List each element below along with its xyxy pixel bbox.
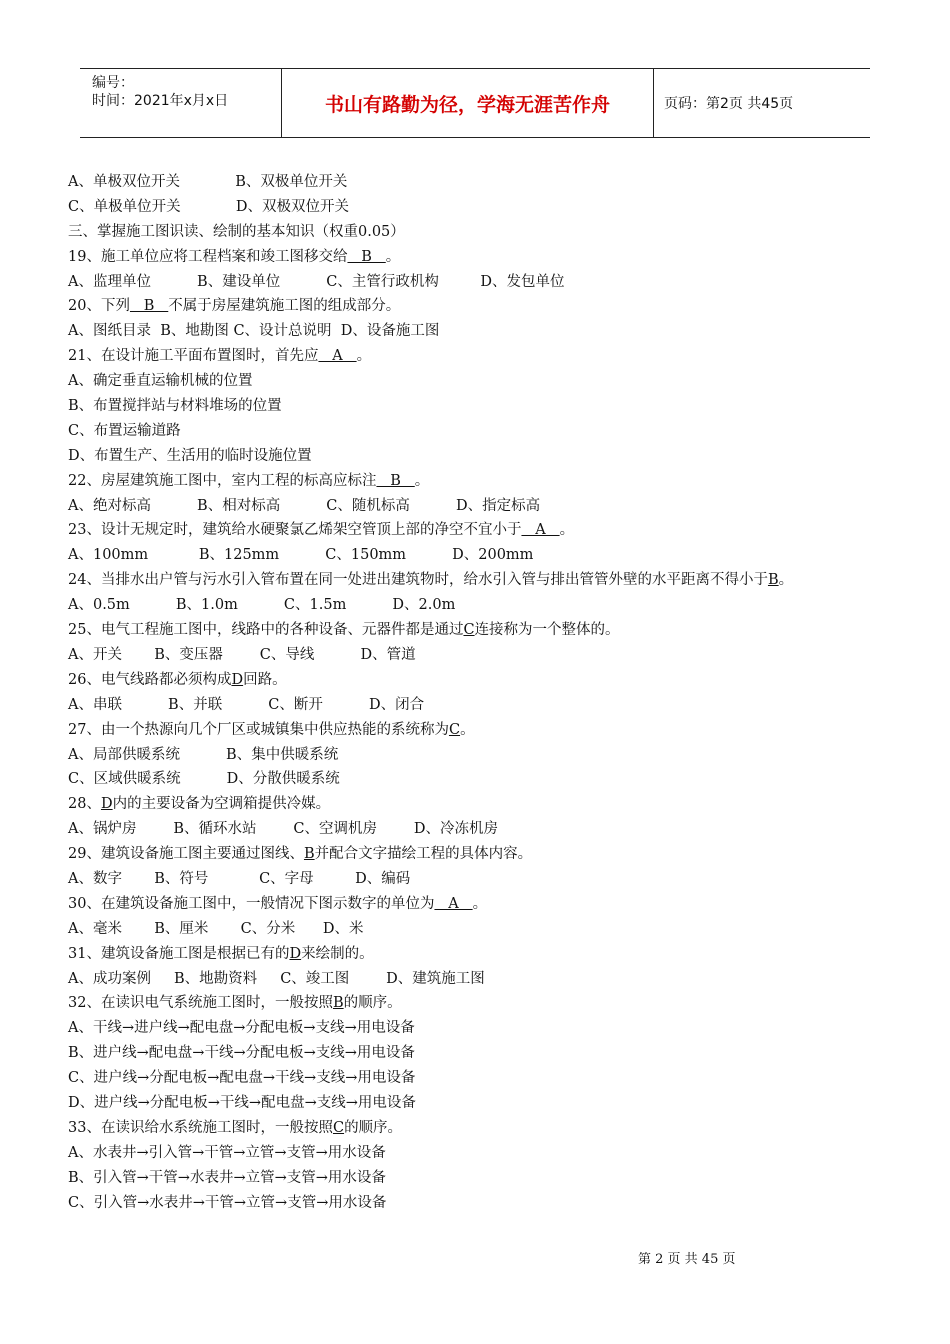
question-text: 24、当排水出户管与污水引入管布置在同一处进出建筑物时，给水引入管与排出管管外壁的水平距离不得小于	[68, 572, 768, 589]
option-line: C、引入管→水表井→干管→立管→支管→用水设备	[68, 1194, 387, 1211]
option-line: A、单极双位开关 B、双极单位开关	[68, 174, 348, 190]
header-page-info: 页码：第2页 共45页	[664, 96, 794, 112]
answer: D	[231, 671, 244, 688]
answer: B	[347, 248, 386, 265]
option-line: C、布置运输道路	[68, 422, 181, 439]
question-29	[68, 842, 878, 867]
option-line: A、开关 B、变压器 C、导线 D、管道	[68, 646, 416, 663]
answer: C	[332, 1119, 345, 1136]
question-26	[68, 668, 878, 693]
option-line: A、干线→进户线→配电盘→分配电板→支线→用电设备	[68, 1020, 415, 1037]
answer: B	[332, 995, 344, 1012]
question-19	[68, 245, 878, 270]
section-heading: 三、掌握施工图识读、绘制的基本知识（权重0.05）	[68, 223, 405, 240]
option-line: A、监理单位 B、建设单位 C、主管行政机构 D、发包单位	[68, 273, 565, 290]
question-end: 来绘制的。	[301, 945, 374, 962]
question-23	[68, 518, 878, 543]
question-end: 。	[385, 248, 401, 265]
question-text: 26、电气线路都必须构成	[68, 671, 232, 688]
page-footer: 第 2 页 共 45 页	[638, 1252, 736, 1267]
question-end: 。	[356, 348, 372, 365]
question-end: 回路。	[243, 671, 287, 688]
question-text: 31、建筑设备施工图是根据已有的	[68, 945, 290, 962]
question-end: 并配合文字描绘工程的具体内容。	[314, 846, 533, 863]
answer: B	[767, 572, 779, 589]
question-end: 。	[559, 522, 575, 539]
question-text: 23、设计无规定时，建筑给水硬聚氯乙烯架空管顶上部的净空不宜小于	[68, 522, 522, 539]
question-list	[68, 170, 878, 1215]
question-text: 22、房屋建筑施工图中，室内工程的标高应标注	[68, 472, 377, 489]
option-line: C、区域供暖系统 D、分散供暖系统	[68, 771, 340, 788]
question-27	[68, 718, 878, 743]
question-32	[68, 991, 878, 1016]
option-line: A、锅炉房 B、循环水站 C、空调机房 D、冷冻机房	[68, 821, 498, 838]
question-text: 28、	[68, 796, 101, 813]
question-end: 不属于房屋建筑施工图的组成部分。	[168, 298, 401, 315]
question-24	[68, 568, 878, 593]
option-line: A、毫米 B、厘米 C、分米 D、米	[68, 920, 364, 937]
option-line: A、局部供暖系统 B、集中供暖系统	[68, 746, 339, 763]
question-text: 27、由一个热源向几个厂区或城镇集中供应热能的系统称为	[68, 721, 449, 738]
question-28	[68, 792, 878, 817]
answer: A	[521, 522, 560, 539]
page-header	[80, 68, 870, 138]
question-text: 32、在读识电气系统施工图时，一般按照	[68, 995, 333, 1012]
option-line: B、布置搅拌站与材料堆场的位置	[68, 398, 282, 415]
option-line: A、数字 B、符号 C、字母 D、编码	[68, 870, 411, 887]
header-slogan: 书山有路勤为径，学海无涯苦作舟	[282, 69, 654, 137]
option-line: D、进户线→分配电板→干线→配电盘→支线→用电设备	[68, 1094, 416, 1111]
answer: C	[448, 721, 461, 738]
question-25	[68, 618, 878, 643]
question-20	[68, 294, 878, 319]
question-end: 连接称为一个整体的。	[474, 622, 620, 639]
option-line: A、0.5m B、1.0m C、1.5m D、2.0m	[68, 597, 456, 614]
question-31	[68, 942, 878, 967]
question-30	[68, 892, 878, 917]
option-line: A、图纸目录 B、地勘图 C、设计总说明 D、设备施工图	[68, 323, 440, 340]
question-end: 。	[778, 572, 794, 589]
question-end: 内的主要设备为空调箱提供冷媒。	[112, 796, 331, 813]
question-end: 。	[460, 721, 475, 738]
option-line: A、确定垂直运输机械的位置	[68, 373, 253, 390]
answer: D	[289, 945, 302, 962]
question-text: 19、施工单位应将工程档案和竣工图移交给	[68, 248, 348, 265]
answer: B	[303, 846, 315, 863]
option-line: B、引入管→干管→水表井→立管→支管→用水设备	[68, 1169, 386, 1186]
question-text: 29、建筑设备施工图主要通过图线、	[68, 846, 304, 863]
answer: B	[376, 472, 415, 489]
answer: D	[100, 796, 113, 813]
answer: C	[463, 622, 475, 639]
question-text: 21、在设计施工平面布置图时，首先应	[68, 348, 319, 365]
header-meta	[80, 69, 282, 137]
question-22	[68, 469, 878, 494]
option-line: A、100mm B、125mm C、150mm D、200mm	[68, 547, 534, 564]
question-21	[68, 344, 878, 369]
answer: B	[129, 298, 169, 315]
question-text: 20、下列	[68, 298, 130, 315]
option-line: A、绝对标高 B、相对标高 C、随机标高 D、指定标高	[68, 497, 541, 514]
question-end: 。	[414, 472, 430, 489]
document-number-label: 编号：	[92, 75, 134, 91]
option-line: A、水表井→引入管→干管→立管→支管→用水设备	[68, 1144, 386, 1161]
answer: A	[318, 348, 357, 365]
question-end: 的顺序。	[344, 1119, 403, 1136]
option-line: B、进户线→配电盘→干线→分配电板→支线→用电设备	[68, 1045, 415, 1062]
option-line: D、布置生产、生活用的临时设施位置	[68, 447, 312, 464]
option-line: A、串联 B、并联 C、断开 D、闭合	[68, 696, 425, 713]
option-line: C、进户线→分配电板→配电盘→干线→支线→用电设备	[68, 1070, 416, 1087]
question-33	[68, 1116, 878, 1141]
document-date: 时间：2021年x月x日	[92, 93, 229, 109]
question-end: 的顺序。	[343, 995, 402, 1012]
option-line: A、成功案例 B、地勘资料 C、竣工图 D、建筑施工图	[68, 970, 485, 987]
question-text: 30、在建筑设备施工图中，一般情况下图示数字的单位为	[68, 895, 435, 912]
question-text: 33、在读识给水系统施工图时，一般按照	[68, 1119, 333, 1136]
answer: A	[434, 895, 473, 912]
question-end: 。	[472, 895, 488, 912]
option-line: C、单极单位开关 D、双极双位开关	[68, 198, 350, 215]
question-text: 25、电气工程施工图中，线路中的各种设备、元器件都是通过	[68, 622, 464, 639]
